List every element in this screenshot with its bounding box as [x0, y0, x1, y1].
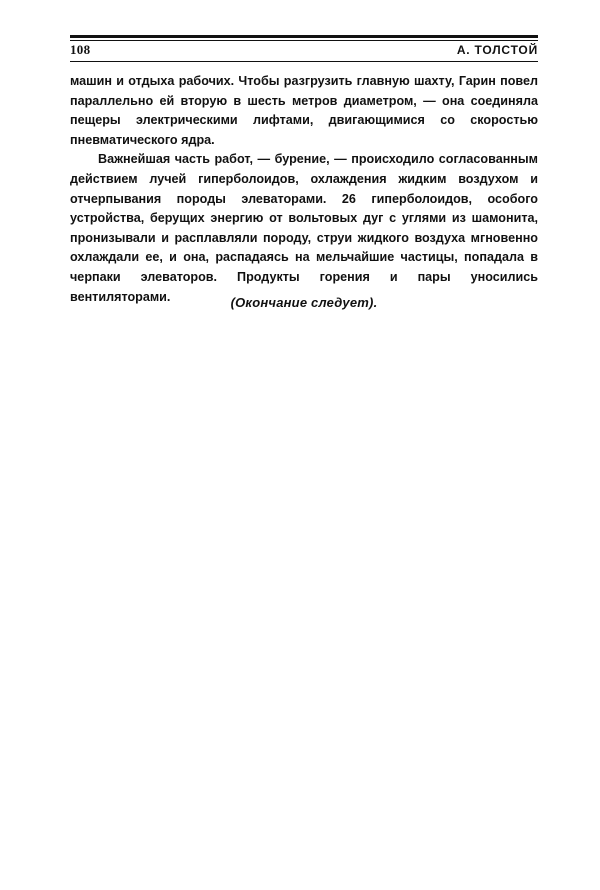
running-title: А. ТОЛСТОЙ: [456, 43, 538, 57]
running-head: [70, 40, 538, 60]
body-text: [70, 72, 538, 307]
paragraph-drilling: Важнейшая часть работ, — бурение, — происходило согласованным действием лучей гиперболоидов, охлаждения жидким воздухом и отчерпывания породы элеваторами. 26 гиперболоидов, особого устройства, берущих энергию от вольтовых дуг с углями из шамонита, пронизывали и расплавляли породу, струи жидкого воздуха мгновенно охлаждали ее, и она, распадаясь на мельчайшие частицы, попадала в черпаки элеваторов. Продукты горения и пары уносились вентиляторами.: [70, 152, 538, 304]
header-rule-thick: [70, 35, 538, 38]
page-number: 108: [70, 42, 91, 57]
paragraph-continuation: машин и отдыха рабочих. Чтобы разгрузить главную шахту, Гарин повел параллельно ей вторую в шесть метров диаметром, — она соединяла пещеры электрическими лифтами, двигающимися со скоростью пневматического ядра.: [70, 74, 538, 147]
ending-note: (Окончание следует).: [230, 295, 378, 310]
header-underline: [70, 61, 538, 62]
